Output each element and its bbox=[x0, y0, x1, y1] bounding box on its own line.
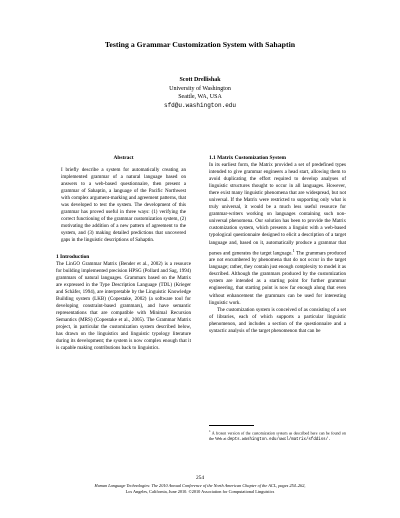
author-name: Scott Drellishak bbox=[179, 77, 221, 83]
subsection-para-1-text: In its earliest form, the Matrix provided a set of predefined types intended to give grammar engineers a head start, allowing them to avoid duplicating the effort required to develop analyses of linguistic structures thought to occur in all languages. However, there exist many linguistic phenomena that are widespread, but not universal. If the Matrix were restricted to supporting only what is truly universal, it would be a much less useful resource for grammar-writers working on languages containing such non-universal phenomena. Our solution has been to provide the Matrix customization system, which presents a linguist with a web-based typological questionnaire designed to elicit a description of a target language and, based on it, automatically produce a grammar that parses and generates the target language. bbox=[209, 162, 346, 257]
footnote-marker: 1 bbox=[209, 429, 211, 433]
author-block bbox=[0, 76, 400, 110]
footnote-text: A frozen version of the customization system as described here can be found on the Web at bbox=[209, 430, 346, 442]
author-email: sfd@u.washington.edu bbox=[163, 101, 236, 109]
right-column bbox=[209, 154, 346, 335]
abstract-text: I briefly describe a system for automatically creating an implemented grammar of a natural language based on answers to a web-based questionnaire, then present a grammar of Sahaptin, a language of the Pacific Northwest with complex argument-marking and agreement patterns, that was developed to test the system. The development of this grammar has proved useful in three ways: (1) verifying the correct functioning of the grammar customization system, (2) motivating the addition of a new pattern of agreement to the system, and (3) making detailed predictions that uncovered gaps in the linguistic descriptions of Sahaptin. bbox=[61, 167, 186, 244]
footnote-ref: 1 bbox=[292, 247, 295, 253]
subsection-para-1 bbox=[209, 162, 346, 307]
proceedings-line-1: Human Language Technologies: The 2010 Annual Conference of the North American Chapter of the ACL, pages 254–262, bbox=[94, 483, 306, 488]
author-location: Seattle, WA, USA bbox=[178, 94, 222, 101]
proceedings-line-2: Los Angeles, California, June 2010. ©2010 Association for Computational Linguistics bbox=[125, 489, 275, 494]
footnote bbox=[209, 428, 346, 443]
author-affiliation: University of Washington bbox=[169, 85, 231, 92]
subsection-para-1-cont: The grammars produced are not encumbered by phenomena that do not occur in the target language; rather, they contain just enough complexity to model it as described. Although the grammars produced by the customization system are intended as a starting point for further grammar engineering, that starting point is now far enough along that even without enhancement the grammars can be used for interesting linguistic work. bbox=[209, 250, 347, 306]
page-number: 254 bbox=[195, 475, 205, 481]
paper-title: Testing a Grammar Customization System with Sahaptin bbox=[104, 40, 296, 49]
abstract-heading: Abstract bbox=[113, 155, 134, 161]
subsection-heading: 1.1 Matrix Customization System bbox=[209, 155, 286, 161]
subsection-para-2: The customization system is conceived of as consisting of a set of libraries, each of which supports a particular linguistic phenomenon, and includes a section of the questionnaire and a syntactic analysis of the target phenomenon that can be bbox=[209, 306, 346, 334]
proceedings-footer bbox=[0, 483, 400, 495]
intro-text: The LinGO Grammar Matrix (Bender et al., 2002) is a resource for building implemented precision HPSG (Pollard and Sag, 1994) grammars of natural languages. Grammars based on the Matrix are expressed in the Type Description Language (TDL) (Krieger and Schäfer, 1994), are interpretable by the Linguistic Knowledge Building system (LKB) (Copestake, 2002) (a software tool for developing constraint-based grammars), and have semantic representations that are compatible with Minimal Recursion Semantics (MRS) (Copestake et al., 2005). The Grammar Matrix project, in particular the customization system described below, has drawn on the linguistics and linguistic typology literature during its development; the system is now complex enough that it is capable making contributions back to linguistics. bbox=[56, 260, 191, 352]
left-column bbox=[56, 154, 191, 352]
footnote-url[interactable]: depts.washington.edu/uwcl/matrix/sfddiss/. bbox=[227, 438, 331, 443]
intro-heading: 1 Introduction bbox=[56, 253, 90, 260]
footnote-divider bbox=[209, 425, 254, 426]
